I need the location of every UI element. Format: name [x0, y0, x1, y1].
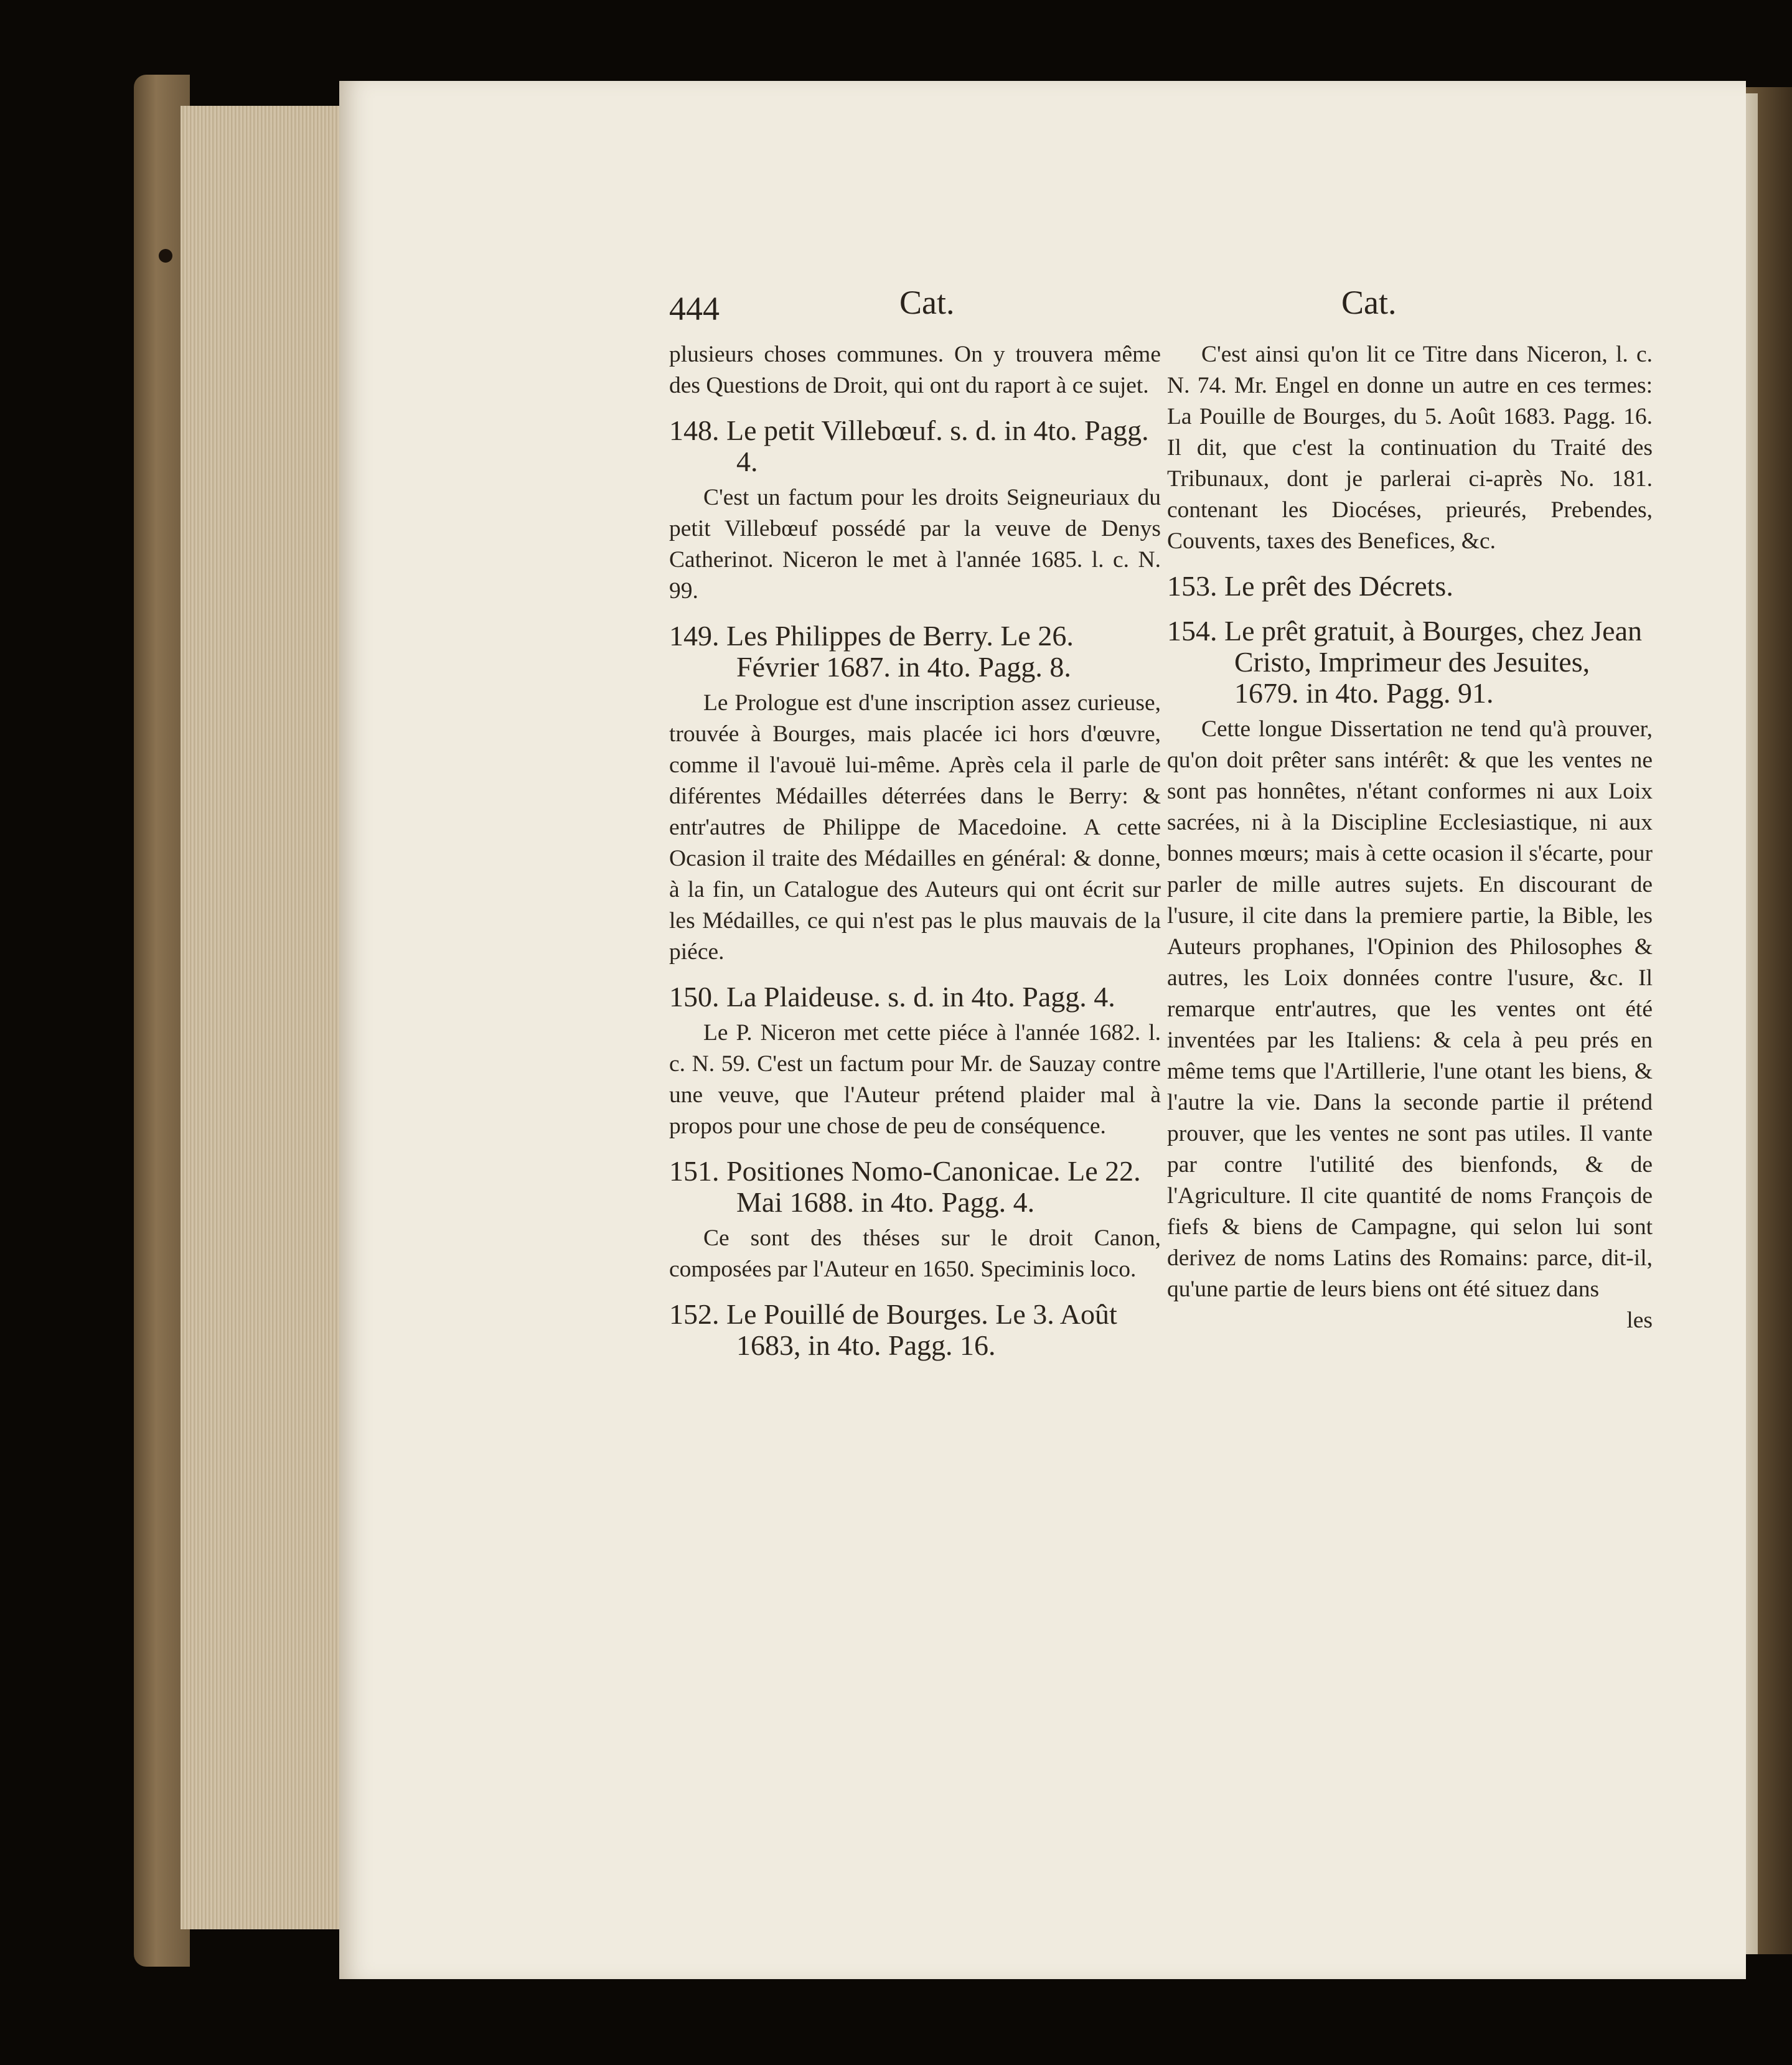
entry-body-150: Le P. Niceron met cette piéce à l'année 1682. l. c. N. 59. C'est un factum pour Mr. de Sauzay contre une veuve, que l'Auteur prétend plaider mal à propos pour une chose de peu de conséquence.	[669, 1020, 1161, 1139]
cover-hole	[159, 249, 172, 263]
entry-title-153: 153. Le prêt des Décrets.	[1167, 570, 1453, 602]
entry-title-152: 152. Le Pouillé de Bourges. Le 3. Août 1683, in 4to. Pagg. 16.	[669, 1298, 1117, 1361]
entry-body-151: Ce sont des théses sur le droit Canon, composées par l'Auteur en 1650. Speciminis loco.	[669, 1225, 1161, 1282]
page-number: 444	[669, 290, 720, 327]
entry-title-150: 150. La Plaideuse. s. d. in 4to. Pagg. 4.	[669, 981, 1115, 1013]
entry-title-148: 148. Le petit Villebœuf. s. d. in 4to. Pagg. 4.	[669, 414, 1149, 477]
left-column	[669, 339, 1161, 1366]
running-head-left: Cat.	[899, 284, 955, 321]
entry-title-149: 149. Les Philippes de Berry. Le 26. Février 1687. in 4to. Pagg. 8.	[669, 620, 1074, 683]
running-head-right: Cat.	[1341, 284, 1397, 321]
right-column	[1167, 339, 1653, 1336]
entry-title-154: 154. Le prêt gratuit, à Bourges, chez Jean Cristo, Imprimeur des Jesuites, 1679. in 4to. Pagg. 91.	[1167, 615, 1642, 709]
entry-body-154: Cette longue Dissertation ne tend qu'à prouver, qu'on doit prêter sans intérêt: & que les ventes ne sont pas honnêtes, n'étant conformes ni aux Loix sacrées, ni à la Discipline Ecclesiastique, ni aux bonnes mœurs; mais à cette ocasion il s'écarte, pour parler de mille autres sujets. En discourant de l'usure, il cite dans la premiere partie, la Bible, les Auteurs prophanes, l'Opinion des Philosophes & autres, les Loix données contre l'usure, &c. Il remarque entr'autres, que les ventes ont été inventées par les Italiens: & cela à peu prés en même tems que l'Artillerie, l'une otant les biens, & l'autre la vie. Dans la seconde partie il prétend prouver, que les ventes ne sont pas utiles. Il vante par contre l'utilité des bienfonds, & de l'Agriculture. Il cite quantité de noms François de fiefs & biens de Campagne, qui selon lui sont derivez de noms Latins des Romains: parce, dit-il, qu'une partie de leurs biens ont été situez dans	[1167, 716, 1653, 1302]
continuation-text: plusieurs choses communes. On y trouvera même des Questions de Droit, qui ont du raport à ce sujet.	[669, 342, 1161, 398]
entry-body-148: C'est un factum pour les droits Seigneuriaux du petit Villebœuf possédé par la veuve de Denys Catherinot. Niceron le met à l'année 1685. l. c. N. 99.	[669, 485, 1161, 604]
book-page	[339, 81, 1746, 1979]
entry-body-152-cont: C'est ainsi qu'on lit ce Titre dans Niceron, l. c. N. 74. Mr. Engel en donne un autre en ces termes: La Pouille de Bourges, du 5. Août 1683. Pagg. 16. Il dit, que c'est la continuation du Traité des Tribunaux, dont je parlerai ci-après No. 181. contenant les Diocéses, prieurés, Prebendes, Couvents, taxes des Benefices, &c.	[1167, 342, 1653, 554]
catchword: les	[1626, 1308, 1653, 1333]
entry-body-149: Le Prologue est d'une inscription assez curieuse, trouvée à Bourges, mais placée ici hors d'œuvre, comme il l'avouë lui-même. Après cela il parle de diférentes Médailles déterrées dans le Berry: & entr'autres de Philippe de Macedoine. A cette Ocasion il traite des Médailles en général: & donne, à la fin, un Catalogue des Auteurs qui ont écrit sur les Médailles, ce qui n'est pas le plus mauvais de la piéce.	[669, 690, 1161, 965]
entry-title-151: 151. Positiones Nomo-Canonicae. Le 22. Mai 1688. in 4to. Pagg. 4.	[669, 1155, 1141, 1218]
page-edges	[181, 106, 349, 1929]
